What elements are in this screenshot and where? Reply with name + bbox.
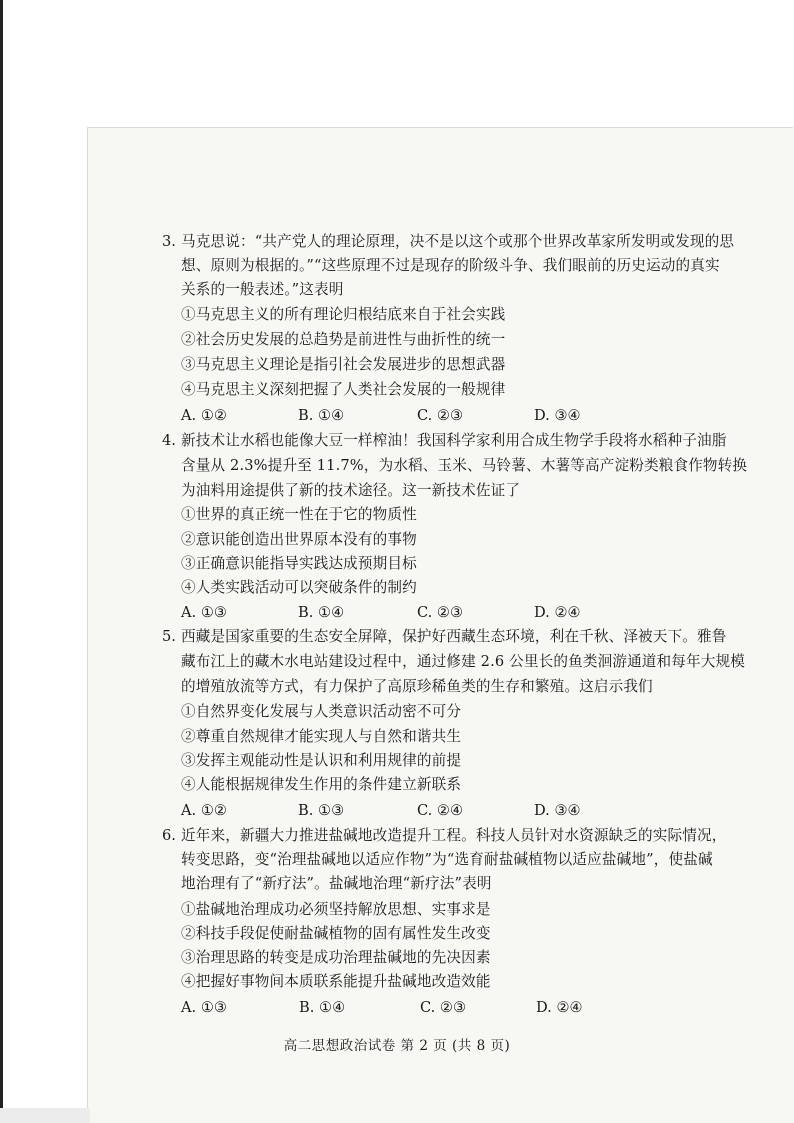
answer-choice-b: B. ①④ [298, 604, 345, 621]
answer-choice-d: D. ③④ [534, 802, 581, 819]
answer-choice-c: C. ②③ [420, 999, 467, 1016]
answer-choice-a: A. ①② [181, 802, 227, 819]
statement-option: ③马克思主义理论是指引社会发展进步的思想武器 [181, 356, 506, 373]
answer-choice-d: D. ②④ [534, 604, 581, 621]
answer-choice-b: B. ①③ [298, 802, 345, 819]
answer-choice-a: A. ①② [181, 407, 227, 424]
question-stem-line: 的增殖放流等方式，有力保护了高原珍稀鱼类的生存和繁殖。这启示我们 [181, 678, 653, 695]
page-footer: 高二思想政治试卷 第 2 页 (共 8 页) [283, 1038, 511, 1054]
question-stem-line: 想、原则为根据的。”“这些原理不过是现存的阶级斗争、我们眼前的历史运动的真实 [181, 257, 720, 274]
scan-left-edge [0, 0, 3, 1123]
question-stem-line: 藏布江上的藏木水电站建设过程中，通过修建 2.6 公里长的鱼类洄游通道和每年大规模 [181, 653, 746, 670]
question-stem-line: 近年来，新疆大力推进盐碱地改造提升工程。科技人员针对水资源缺乏的实际情况， [181, 827, 727, 844]
scan-margin-top [0, 0, 794, 128]
answer-choice-c: C. ②③ [417, 604, 464, 621]
scan-margin-bottom [0, 1108, 90, 1123]
question-stem-line: 西藏是国家重要的生态安全屏障，保护好西藏生态环境，利在千秋、泽被天下。雅鲁 [181, 628, 727, 645]
answer-choice-d: D. ②④ [536, 999, 583, 1016]
statement-option: ①自然界变化发展与人类意识活动密不可分 [181, 703, 462, 720]
statement-option: ③治理思路的转变是成功治理盐碱地的先决因素 [181, 949, 491, 966]
statement-option: ②社会历史发展的总趋势是前进性与曲折性的统一 [181, 331, 506, 348]
question-stem-line: 地治理有了“新疗法”。盐碱地治理“新疗法”表明 [181, 875, 492, 892]
statement-option: ②尊重自然规律才能实现人与自然和谐共生 [181, 728, 462, 745]
question-stem-line: 新技术让水稻也能像大豆一样榨油！我国科学家利用合成生物学手段将水稻种子油脂 [181, 432, 727, 449]
statement-option: ④人类实践活动可以突破条件的制约 [181, 579, 417, 596]
question-stem-line: 含量从 2.3%提升至 11.7%，为水稻、玉米、马铃薯、木薯等高产淀粉类粮食作物转换 [181, 457, 748, 474]
statement-option: ③正确意识能指导实践达成预期目标 [181, 555, 417, 572]
question-stem-line: 关系的一般表述。”这表明 [181, 281, 344, 298]
statement-option: ②科技手段促使耐盐碱植物的固有属性发生改变 [181, 925, 491, 942]
statement-option: ①盐碱地治理成功必须坚持解放思想、实事求是 [181, 901, 491, 918]
question-stem-line: 为油料用途提供了新的技术途径。这一新技术佐证了 [181, 482, 521, 499]
answer-choice-a: A. ①③ [181, 999, 227, 1016]
answer-choice-c: C. ②③ [417, 407, 464, 424]
statement-option: ①世界的真正统一性在于它的物质性 [181, 506, 417, 523]
question-stem-line: 马克思说：“共产党人的理论原理，决不是以这个或那个世界改革家所发明或发现的思 [181, 233, 735, 250]
statement-option: ④把握好事物间本质联系能提升盐碱地改造效能 [181, 973, 491, 990]
answer-choice-b: B. ①④ [298, 407, 345, 424]
statement-option: ①马克思主义的所有理论归根结底来自于社会实践 [181, 306, 506, 323]
statement-option: ②意识能创造出世界原本没有的事物 [181, 531, 417, 548]
answer-choice-d: D. ③④ [534, 407, 581, 424]
answer-choice-c: C. ②④ [417, 802, 464, 819]
statement-option: ④人能根据规律发生作用的条件建立新联系 [181, 776, 462, 793]
question-number: 3. [162, 233, 176, 250]
answer-choice-b: B. ①④ [299, 999, 346, 1016]
answer-choice-a: A. ①③ [181, 604, 227, 621]
statement-option: ③发挥主观能动性是认识和利用规律的前提 [181, 752, 462, 769]
question-stem-line: 转变思路，变“治理盐碱地以适应作物”为“选育耐盐碱植物以适应盐碱地”，使盐碱 [181, 851, 713, 868]
question-number: 6. [162, 827, 176, 844]
statement-option: ④马克思主义深刻把握了人类社会发展的一般规律 [181, 381, 506, 398]
question-number: 4. [162, 432, 176, 449]
question-number: 5. [162, 628, 176, 645]
